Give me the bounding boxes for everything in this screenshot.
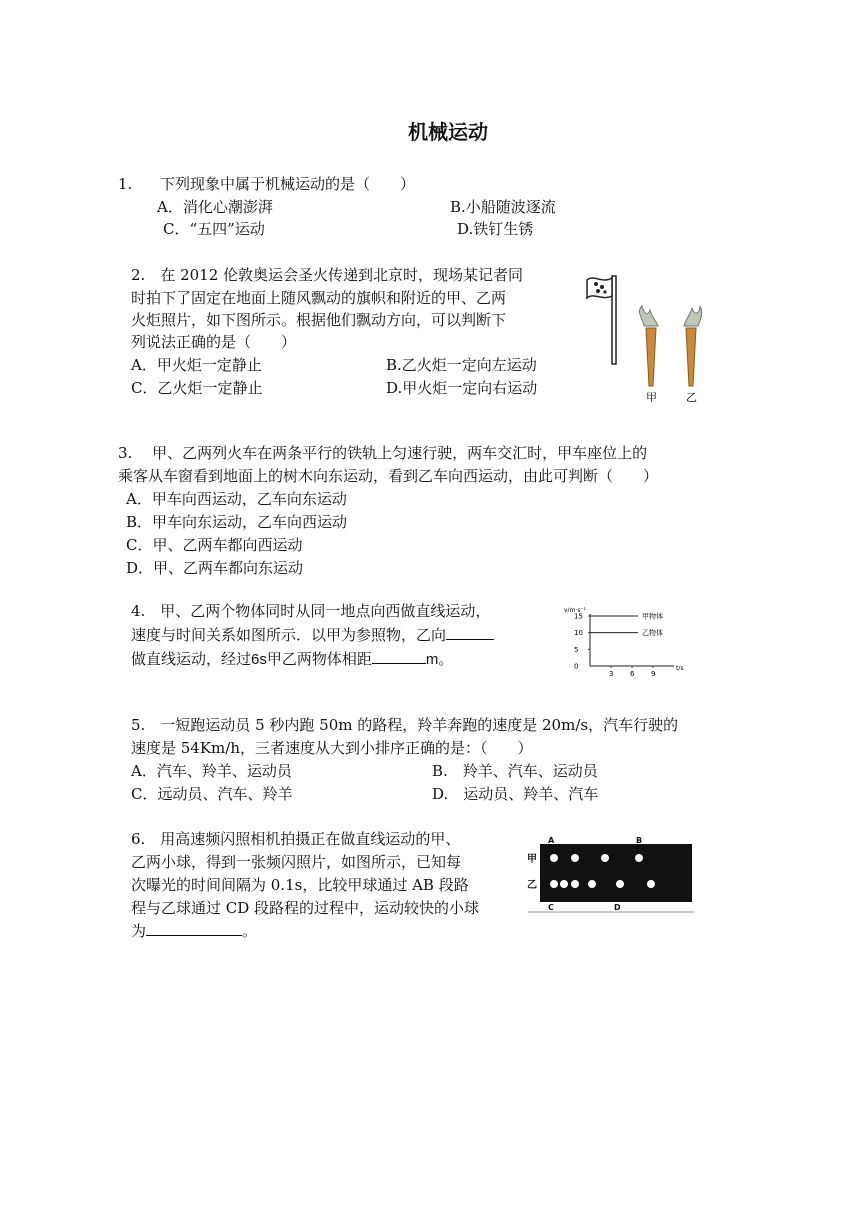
ball-jia <box>550 854 558 862</box>
q6-line-5-text: 为 <box>131 922 147 940</box>
q5-option-a: A．汽车、羚羊、运动员 <box>131 762 292 780</box>
q1-stem: 下列现象中属于机械运动的是（ ） <box>160 175 416 193</box>
q4-line-3 <box>131 648 453 671</box>
ball-jia <box>571 854 579 862</box>
q3-option-c: C．甲、乙两车都向西运动 <box>126 536 303 554</box>
q4-line-3-text-b: 甲乙两物体相距 <box>266 650 372 668</box>
q4-answer-blank-2[interactable] <box>372 649 426 664</box>
ball-yi <box>560 880 568 888</box>
q4-line-1: 4. 甲、乙两个物体同时从同一地点向西做直线运动， <box>131 602 491 620</box>
vt-graph-xtick-label: 6 <box>630 670 635 678</box>
q2-line-3: 火炬照片，如下图所示。根据他们飘动方向，可以判断下 <box>131 311 507 329</box>
q4-line-2 <box>131 624 494 646</box>
vt-graph-xlabel: t/s <box>676 665 684 672</box>
q1-option-c: C．“五四”运动 <box>163 220 265 238</box>
vt-graph-series-label: 甲物体 <box>642 612 663 621</box>
torch-yi-label: 乙 <box>686 391 697 404</box>
q3-line-1: 3. 甲、乙两列火车在两条平行的铁轨上匀速行驶，两车交汇时，甲车座位上的 <box>118 444 648 462</box>
q4-line-2-text: 速度与时间关系如图所示．以甲为参照物，乙向 <box>131 626 447 644</box>
ball-yi <box>550 880 558 888</box>
strobe-label-a: A <box>548 836 555 845</box>
strobe-row-jia-label: 甲 <box>527 854 537 865</box>
q6-line-4: 程与乙球通过 CD 段路程的过程中，运动较快的小球 <box>131 899 480 917</box>
vt-graph-ytick-label: 15 <box>574 612 583 621</box>
ball-jia <box>601 854 609 862</box>
vt-graph-xtick-label: 3 <box>609 670 614 678</box>
strobe-label-d: D <box>614 903 621 912</box>
q5-line-2: 速度是 54Km/h，三者速度从大到小排序正确的是：（ ） <box>131 739 533 757</box>
q6-line-2: 乙两小球，得到一张频闪照片，如图所示，已知每 <box>131 853 462 871</box>
strobe-label-c: C <box>548 903 554 912</box>
q3-option-b: B．甲车向东运动，乙车向西运动 <box>126 513 348 531</box>
q2-line-2: 时拍下了固定在地面上随风飘动的旗帜和附近的甲、乙两 <box>131 289 507 307</box>
vt-graph-ytick-label: 5 <box>574 645 579 654</box>
ball-yi <box>647 880 655 888</box>
q6-line-1: 6. 用高速频闪照相机拍摄正在做直线运动的甲、 <box>131 830 461 848</box>
ball-yi <box>616 880 624 888</box>
ball-jia <box>635 854 643 862</box>
strobe-photo-figure <box>524 834 696 914</box>
q1-number: 1. <box>118 175 133 193</box>
q6-line-3: 次曝光的时间间隔为 0.1s，比较甲球通过 AB 段路 <box>131 876 469 894</box>
vt-graph-xtick-label: 9 <box>651 670 656 678</box>
q3-line-2: 乘客从车窗看到地面上的树木向东运动，看到乙车向西运动，由此可判断（ ） <box>118 467 659 485</box>
velocity-time-graph <box>562 600 692 682</box>
q2-option-c: C．乙火炬一定静止 <box>131 379 263 397</box>
q5-option-d: D. 运动员、羚羊、汽车 <box>432 785 599 803</box>
q3-option-a: A．甲车向西运动，乙车向东运动 <box>126 490 347 508</box>
q1-option-b: B.小船随波逐流 <box>450 198 556 216</box>
q2-line-1: 2. 在 2012 伦敦奥运会圣火传递到北京时，现场某记者同 <box>131 266 524 284</box>
q4-line-3-text-a: 做直线运动，经过 <box>131 650 252 668</box>
ball-yi <box>571 880 579 888</box>
q6-answer-blank[interactable] <box>146 921 242 936</box>
q2-option-d: D.甲火炬一定向右运动 <box>386 379 538 397</box>
q4-unit: m。 <box>425 651 454 668</box>
strobe-row-yi-label: 乙 <box>527 880 537 891</box>
strobe-photo-background <box>540 844 692 902</box>
q6-line-5 <box>131 920 257 942</box>
torch-yi-icon <box>684 306 702 386</box>
vt-graph-ytick-label: 0 <box>574 662 579 671</box>
q4-answer-blank-1[interactable] <box>446 625 494 640</box>
vt-graph-ytick-label: 10 <box>574 629 583 638</box>
torch-jia-icon <box>639 306 658 386</box>
ball-yi <box>588 880 596 888</box>
strobe-label-b: B <box>636 836 643 845</box>
q5-option-b: B. 羚羊、汽车、运动员 <box>432 762 598 780</box>
q5-line-1: 5. 一短跑运动员 5 秒内跑 50m 的路程，羚羊奔跑的速度是 20m/s，汽车行驶的 <box>131 716 679 734</box>
q6-line-5-end: 。 <box>242 922 258 940</box>
q2-option-a: A．甲火炬一定静止 <box>131 356 262 374</box>
q5-option-c: C．远动员、汽车、羚羊 <box>131 785 293 803</box>
q4-time-value: 6s <box>251 651 267 668</box>
vt-graph-ylabel: v/m·s⁻¹ <box>564 607 587 614</box>
flag-icon <box>587 276 616 364</box>
q1-option-a: A．消化心潮澎湃 <box>157 198 273 216</box>
vt-graph-series-label: 乙物体 <box>642 629 663 638</box>
q3-option-d: D．甲、乙两车都向东运动 <box>126 559 304 577</box>
page-title: 机械运动 <box>408 120 488 144</box>
q1-option-d: D.铁钉生锈 <box>457 220 534 238</box>
torch-jia-label: 甲 <box>646 391 657 404</box>
q2-line-4: 列说法正确的是（ ） <box>131 333 297 351</box>
q2-option-b: B.乙火炬一定向左运动 <box>386 356 537 374</box>
flag-torch-figure <box>582 268 722 408</box>
